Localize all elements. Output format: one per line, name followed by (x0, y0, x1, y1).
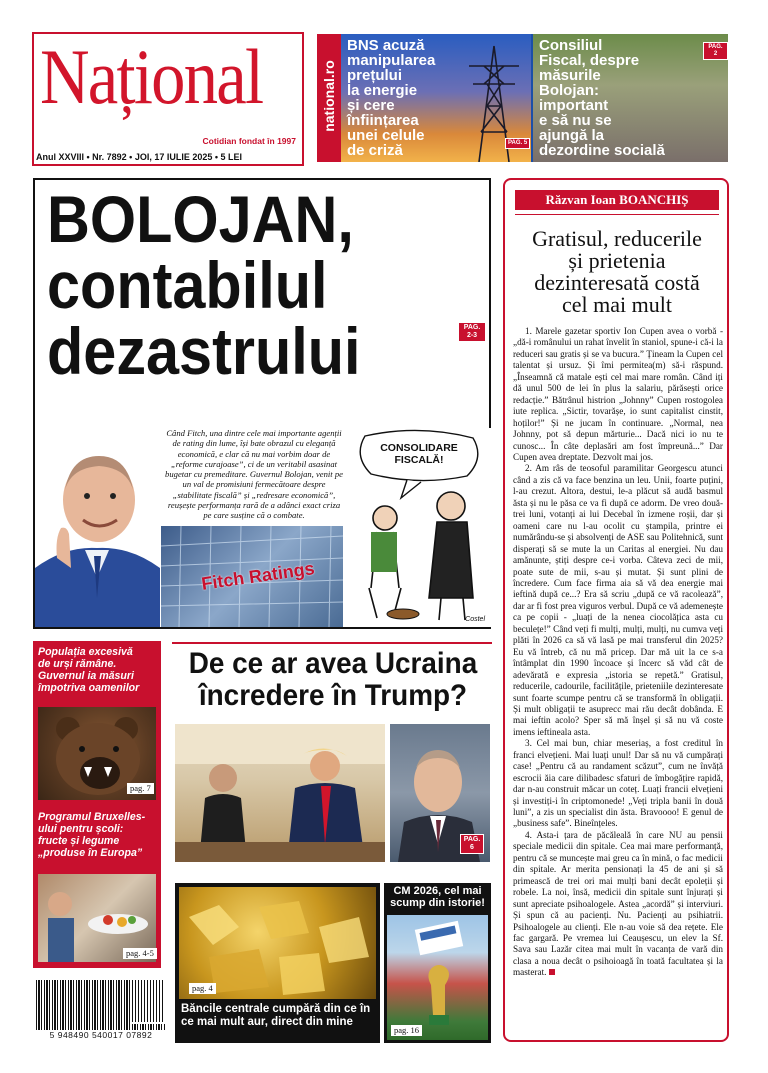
teaser-line: Consiliul (539, 37, 603, 54)
column-author: Răzvan Ioan BOANCHIȘ (515, 190, 719, 210)
bns-page-badge: PAG. 5 (505, 138, 530, 149)
column-paragraph: 2. Am râs de teosoful paramilitar Georgescu atunci când a zis că va face benzina un leu. Unii, foarte puțini, l-au crezut. Altora, destui, le-a plăcut să audă basmul ăsta și nu le păsa ce va fi după ce adorm. De vreo două-trei luni, votanți ai lui Decebal în izmene roșii, dar și oameni care nu l-au ocolit cu ștampila, printre ei numărându-se și absolvenți de ASE sau Politehnică, sunt disperați să se mute la un Caritas al energiei. Nu dau amănunte, știți despre ce-i vorba. Câteva zeci de mii, poate sute de mii, s-au și mutat. Și sunt plini de încredere. Cum face firma aia să vă dea energie mai ieftină după ce...? Era să scriu „după ce vă racolează”, dar ar fi fost prea viguros verbul. După ce vă ademenește ca pe copii - „luați de la nenea ciocolățica asta cu beculețe!” Când veți fi mulți, mulți, mulți, nu cumva veți plăti în 2026 ca să vă lasă pe mai transferul din 2025? Eu vă întreb, că nu mă pricep. Dar mă uit la ce s-a întâmplat din 1990 încoace și încerc să văd cât de adevărată e expresia „istoria se repetă.” Gratisul, reducerile, cadourile, facilitățile, prieteniile dezinteresate sunt foarte scumpe pentru că se transformă în obligații. Și mult obligații te asuprесс mai rău decât dobânda. E mai ieftin acolo? Sper să mă înșel și să nu vă coste imens ieftineala asta. (513, 463, 723, 737)
ukraine-page-badge: PAG. 6 (460, 834, 484, 854)
teaser-line: împotriva oamenilor (38, 682, 140, 694)
cm-line: CM 2026, cel mai (393, 885, 482, 897)
column-paragraph: 1. Marele gazetar sportiv Ion Cupen avea o vorbă - „dă-i românului un rahat învelit în staniol, spune-i că-i la reduceri sau gratis și se va bucura.” Țineam la Cupen cel talentat și ursuz. Și îmi permitea(m) să-i răspund. „Înseamnă că matale ești cel mai mare român. Când iți dă unul 500 de lei în plus la salariu, părăsești orice redacție.” Bătrânul histrion „Johnny” Cupen rostogolea iute replica. „Sictir, tovarășe, io sunt capitalist cinstit, hoților!” Și ne jucam în continuare. „Normal, nea Johnny, pot să depun mărturie... Dacă nici io nu te cunosc... În câte deplasări am fost împreună...” Dar Cupen avea dreptate. Dezvolt mai jos. (513, 326, 723, 462)
teaser-line: e să nu se (539, 112, 612, 129)
meeting-illustration (175, 724, 385, 862)
school-teaser[interactable] (38, 811, 156, 859)
portrait-illustration (35, 428, 160, 627)
teaser-line: Fiscal, despre (539, 52, 640, 69)
site-url: national.ro (321, 60, 337, 132)
putin-photo (390, 724, 490, 862)
editorial-cartoon (347, 428, 491, 627)
ukraine-headline[interactable] (183, 648, 482, 712)
column-paragraph (513, 830, 723, 979)
teaser-line: Populația excesivă (38, 646, 133, 658)
bears-page: pag. 7 (127, 783, 154, 794)
fitch-sign: Fitch Ratings (200, 558, 316, 594)
left-teasers (33, 641, 161, 968)
barcode-addon (130, 980, 166, 1024)
stadium-photo (387, 915, 488, 1040)
cartoon-signature: Costel (465, 616, 485, 623)
bubble-line: FISCALĂ! (394, 454, 444, 466)
fiscal-council-teaser[interactable] (539, 38, 709, 158)
teaser-line: la energie (347, 82, 418, 99)
barcode-main-number: 5 948490 540017 (49, 1030, 124, 1040)
teaser-line: înființarea (347, 112, 419, 129)
headline-line: De ce ar avea Ucraina (188, 647, 478, 680)
newspaper-logo[interactable]: Național (40, 33, 263, 120)
teaser-line: ajungă la (539, 127, 605, 144)
masthead (32, 32, 304, 166)
zelensky-trump-photo (175, 724, 385, 862)
main-page-badge: PAG. 2-3 (458, 322, 486, 342)
world-cup-page: pag. 16 (391, 1025, 422, 1036)
title-line: Gratisul, reducerile (532, 226, 702, 251)
column-paragraph: 3. Cel mai bun, chiar meseriaș, a fost creditul în franci elvețieni. Mai luați unul! Dar să nu vă cumpărați case! „Pentru că au randament scăzut”, cum ne învăță escrocii ăia care dilibadesc sfaturi de îmbogățire rapidă, dar n-au construit măcar un coteț. Luați francii elvețieni și investiți-i în criptomonede! „Veți tripla banii în două luni”, a zis un specialist din ăsta. Bravoooo! E genul de „business safe”. Bineînțeles. (513, 738, 723, 829)
masthead-tagline: Cotidian fondat în 1997 (202, 136, 296, 146)
teaser-line: unei celule (347, 127, 425, 144)
world-cup-text (387, 885, 488, 909)
teaser-line: manipularea (347, 52, 436, 69)
main-story[interactable] (33, 178, 491, 629)
gold-page: pag. 4 (189, 983, 216, 994)
ukraine-divider (172, 642, 492, 644)
opinion-column[interactable] (503, 178, 729, 1042)
teaser-line: și cere (347, 97, 395, 114)
cartoon-bubble-text (373, 442, 465, 466)
bears-teaser[interactable] (38, 646, 156, 694)
teaser-line: de criză (347, 142, 403, 159)
teaser-line: de urși rămâne. (38, 658, 117, 670)
teaser-line: Guvernul ia măsuri (38, 670, 134, 682)
teaser-line: fructe și legume (38, 835, 120, 847)
headline-line: contabilul (47, 248, 328, 322)
headline-line: încredere în Trump? (198, 679, 468, 712)
teaser-line: BNS acuză (347, 37, 425, 54)
headline-line: dezastrului (47, 314, 361, 388)
issue-line: Anul XXVIII • Nr. 7892 • JOI, 17 IULIE 2025 • 5 LEI (36, 152, 243, 162)
barcode-addon-bars (132, 980, 164, 1022)
cm-line: scump din istorie! (390, 897, 485, 909)
column-body (513, 326, 723, 979)
top-banner (317, 34, 728, 162)
headline-line: BOLOJAN, (47, 182, 354, 256)
teaser-line: „produse în Europa” (38, 847, 143, 859)
teaser-line: măsurile (539, 67, 601, 84)
barcode-addon-number: 07892 (126, 1030, 153, 1040)
barcode-number (36, 1030, 166, 1040)
gold-nuggets-photo (179, 887, 376, 999)
fitch-building-photo (161, 526, 343, 627)
teaser-line: ului pentru școli: (38, 823, 124, 835)
bubble-line: CONSOLIDARE (380, 442, 458, 454)
column-title (513, 228, 721, 316)
teaser-line: Bolojan: (539, 82, 599, 99)
school-page: pag. 4-5 (123, 948, 157, 959)
barcode (36, 980, 166, 1042)
title-line: dezinteresată costă (534, 270, 700, 295)
bolojan-photo (35, 428, 160, 627)
title-line: și prietenia (568, 248, 666, 273)
world-cup-story[interactable] (384, 883, 491, 1043)
end-mark-icon (549, 969, 555, 975)
teaser-line: prețului (347, 67, 402, 84)
gold-story-text: Băncile centrale cumpără din ce în ce mai mult aur, direct din mine (181, 1003, 371, 1028)
fiscal-page-badge: PAG. 2 (703, 42, 728, 60)
teaser-line: important (539, 97, 609, 114)
site-url-strip[interactable] (317, 34, 341, 162)
gold-story[interactable] (175, 883, 380, 1043)
column-paragraph-text: 4. Asta-i țara de păcăleală în care NU au pensii speciale medicii din spitale. Cea mai mare performanță, pentru că se muncește mai greu ca în mină, o fac medicii din spitale. Ar merita pensionați la 45 de ani și să primească de trei ori mai mulți bani decât epoleții și robele. La noi, însă, medicii din spitale sunt înjurați și sunt apreciate psihoalogele. Astea „acordă” și interviuri. Și spun că au pacienți. Nu. Pacienți au psihiatrii. Psihoalogele au clienți. Ele n-au voie să dea rețete. Ele fac gargară. Pe vremea lui Ceaușescu, un elev la Sf. Sava sau Lazăr citea mai mult în vacanța de vară din clasa a noua decât o psihoioagă în toată facultatea și la masterat. (513, 829, 723, 978)
teaser-line: dezordine socială (539, 142, 665, 159)
title-line: cel mai mult (562, 292, 672, 317)
teaser-line: Programul Bruxelles- (38, 811, 146, 823)
author-divider (515, 214, 719, 215)
main-story-text: Când Fitch, una dintre cele mai importante agenții de rating din lume, își bate obrazul cu eleganță economică, e clar că nu mai vorbim doar de „reforme curajoase”, ci de un veritabil asasinat bugetar cu premeditare. Guvernul Bolojan, venit pe un val de promisiuni fermecătoare despre „stabilitate fiscală” și „redresare economică”, reușește performanța rară de a adânci exact criza pe care susține că o combate. (165, 428, 343, 521)
trophy-illustration (387, 915, 488, 1040)
main-headline (47, 182, 443, 388)
bns-teaser[interactable] (347, 38, 467, 158)
